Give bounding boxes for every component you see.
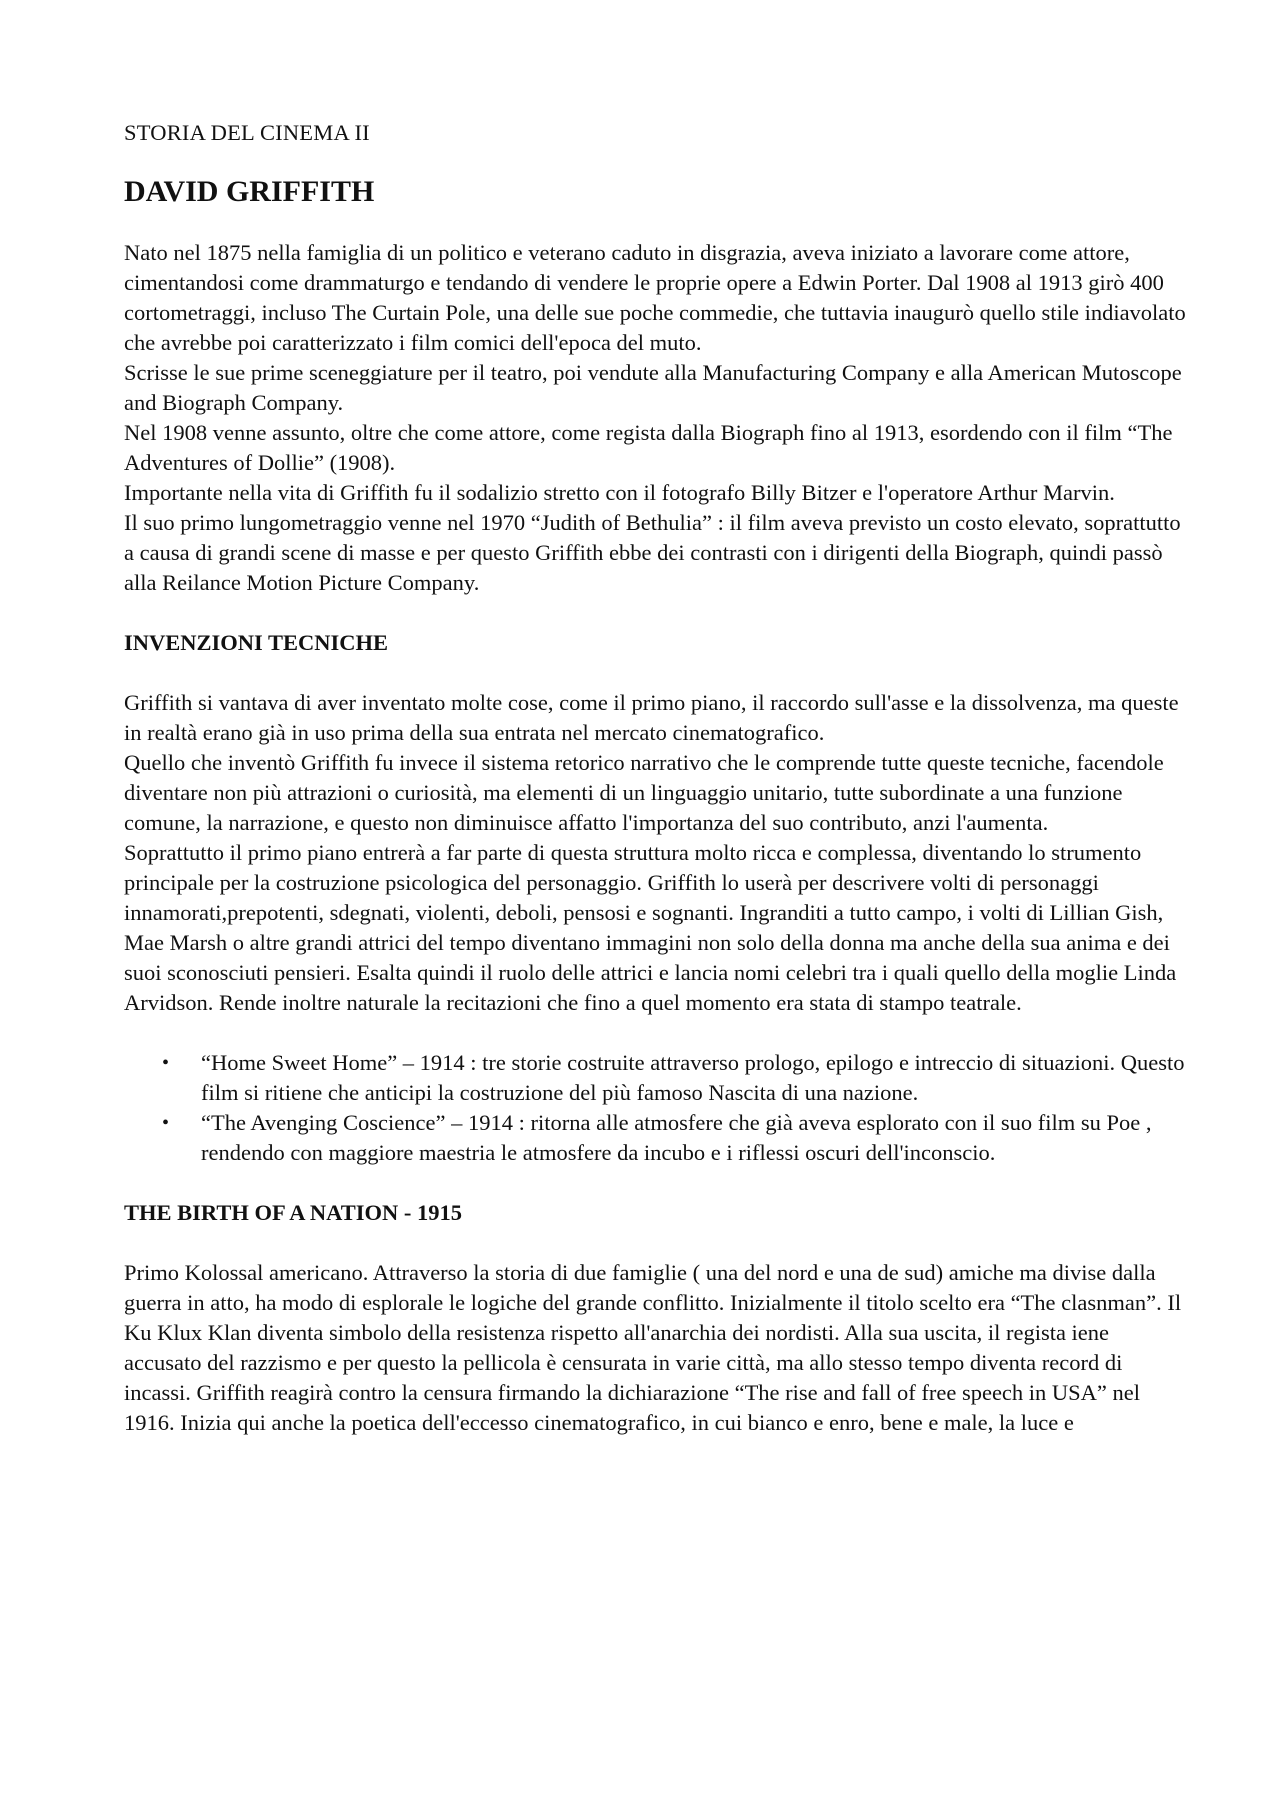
paragraph: Nato nel 1875 nella famiglia di un politico e veterano caduto in disgrazia, aveva iniziato a lavorare come attore, cimentandosi come drammaturgo e tendando di vendere le proprie opere a Edwin Porter. Dal 1908 al 1913 girò 400 cortometraggi, incluso The Curtain Pole, una delle sue poche commedie, che tuttavia inaugurò quello stile indiavolato che avrebbe poi caratterizzato i film comici dell'epoca del muto. [124, 240, 1186, 355]
section-heading: INVENZIONI TECNICHE [124, 630, 389, 655]
film-list [124, 1048, 1186, 1168]
birth-of-a-nation-section [124, 1198, 1186, 1438]
paragraph: Il suo primo lungometraggio venne nel 1970 “Judith of Bethulia” : il film aveva previsto un costo elevato, soprattutto a causa di grandi scene di masse e per questo Griffith ebbe dei contrasti con i dirigenti della Biograph, quindi passò alla Reilance Motion Picture Company. [124, 510, 1181, 595]
document-page [124, 118, 1186, 1438]
section-heading: THE BIRTH OF A NATION - 1915 [124, 1200, 463, 1225]
paragraph: Quello che inventò Griffith fu invece il sistema retorico narrativo che le comprende tutte queste tecniche, facendole diventare non più attrazioni o curiosità, ma elementi di un linguaggio unitario, tutte subordinate a una funzione comune, la narrazione, e questo non diminuisce affatto l'importanza del suo contributo, anzi l'aumenta. [124, 750, 1164, 835]
list-item [124, 1048, 1186, 1108]
paragraph: Primo Kolossal americano. Attraverso la storia di due famiglie ( una del nord e una de sud) amiche ma divise dalla guerra in atto, ha modo di esplorale le logiche del grande conflitto. Inizialmente il titolo scelto era “The clasnman”. Il Ku Klux Klan diventa simbolo della resistenza rispetto all'anarchia dei nordisti. Alla sua uscita, il regista iene accusato del razzismo e per questo la pellicola è censurata in varie città, ma allo stesso tempo diventa record di incassi. Griffith reagirà contro la censura firmando la dichiarazione “The rise and fall of free speech in USA” nel 1916. Inizia qui anche la poetica dell'eccesso cinematografico, in cui bianco e enro, bene e male, la luce e [124, 1260, 1182, 1435]
list-item [124, 1108, 1186, 1168]
inventions-section [124, 628, 1186, 1168]
bullet-icon: • [162, 1052, 170, 1074]
intro-section [124, 238, 1186, 598]
course-header: STORIA DEL CINEMA II [124, 120, 370, 145]
paragraph: Griffith si vantava di aver inventato molte cose, come il primo piano, il raccordo sull'asse e la dissolvenza, ma queste in realtà erano già in uso prima della sua entrata nel mercato cinematografico. [124, 690, 1179, 745]
paragraph: Importante nella vita di Griffith fu il sodalizio stretto con il fotografo Billy Bitzer e l'operatore Arthur Marvin. [124, 480, 1115, 505]
list-item-text: “The Avenging Coscience” – 1914 : ritorna alle atmosfere che già aveva esplorato con il suo film su Poe , rendendo con maggiore maestria le atmosfere da incubo e i riflessi oscuri dell'inconscio. [201, 1110, 1152, 1165]
paragraph: Nel 1908 venne assunto, oltre che come attore, come regista dalla Biograph fino al 1913, esordendo con il film “The Adventures of Dollie” (1908). [124, 420, 1173, 475]
paragraph: Scrisse le sue prime sceneggiature per il teatro, poi vendute alla Manufacturing Company e alla American Mutoscope and Biograph Company. [124, 360, 1182, 415]
paragraph: Soprattutto il primo piano entrerà a far parte di questa struttura molto ricca e complessa, diventando lo strumento principale per la costruzione psicologica del personaggio. Griffith lo userà per descrivere volti di personaggi innamorati,prepotenti, sdegnati, violenti, deboli, pensosi e sognanti. Ingranditi a tutto campo, i volti di Lillian Gish, Mae Marsh o altre grandi attrici del tempo diventano immagini non solo della donna ma anche della sua anima e dei suoi sconosciuti pensieri. Esalta quindi il ruolo delle attrici e lancia nomi celebri tra i quali quello della moglie Linda Arvidson. Rende inoltre naturale la recitazioni che fino a quel momento era stata di stampo teatrale. [124, 840, 1177, 1015]
list-item-text: “Home Sweet Home” – 1914 : tre storie costruite attraverso prologo, epilogo e intreccio di situazioni. Questo film si ritiene che anticipi la costruzione del più famoso Nascita di una nazione. [201, 1050, 1185, 1105]
page-title: DAVID GRIFFITH [124, 175, 375, 208]
bullet-icon: • [162, 1112, 170, 1134]
